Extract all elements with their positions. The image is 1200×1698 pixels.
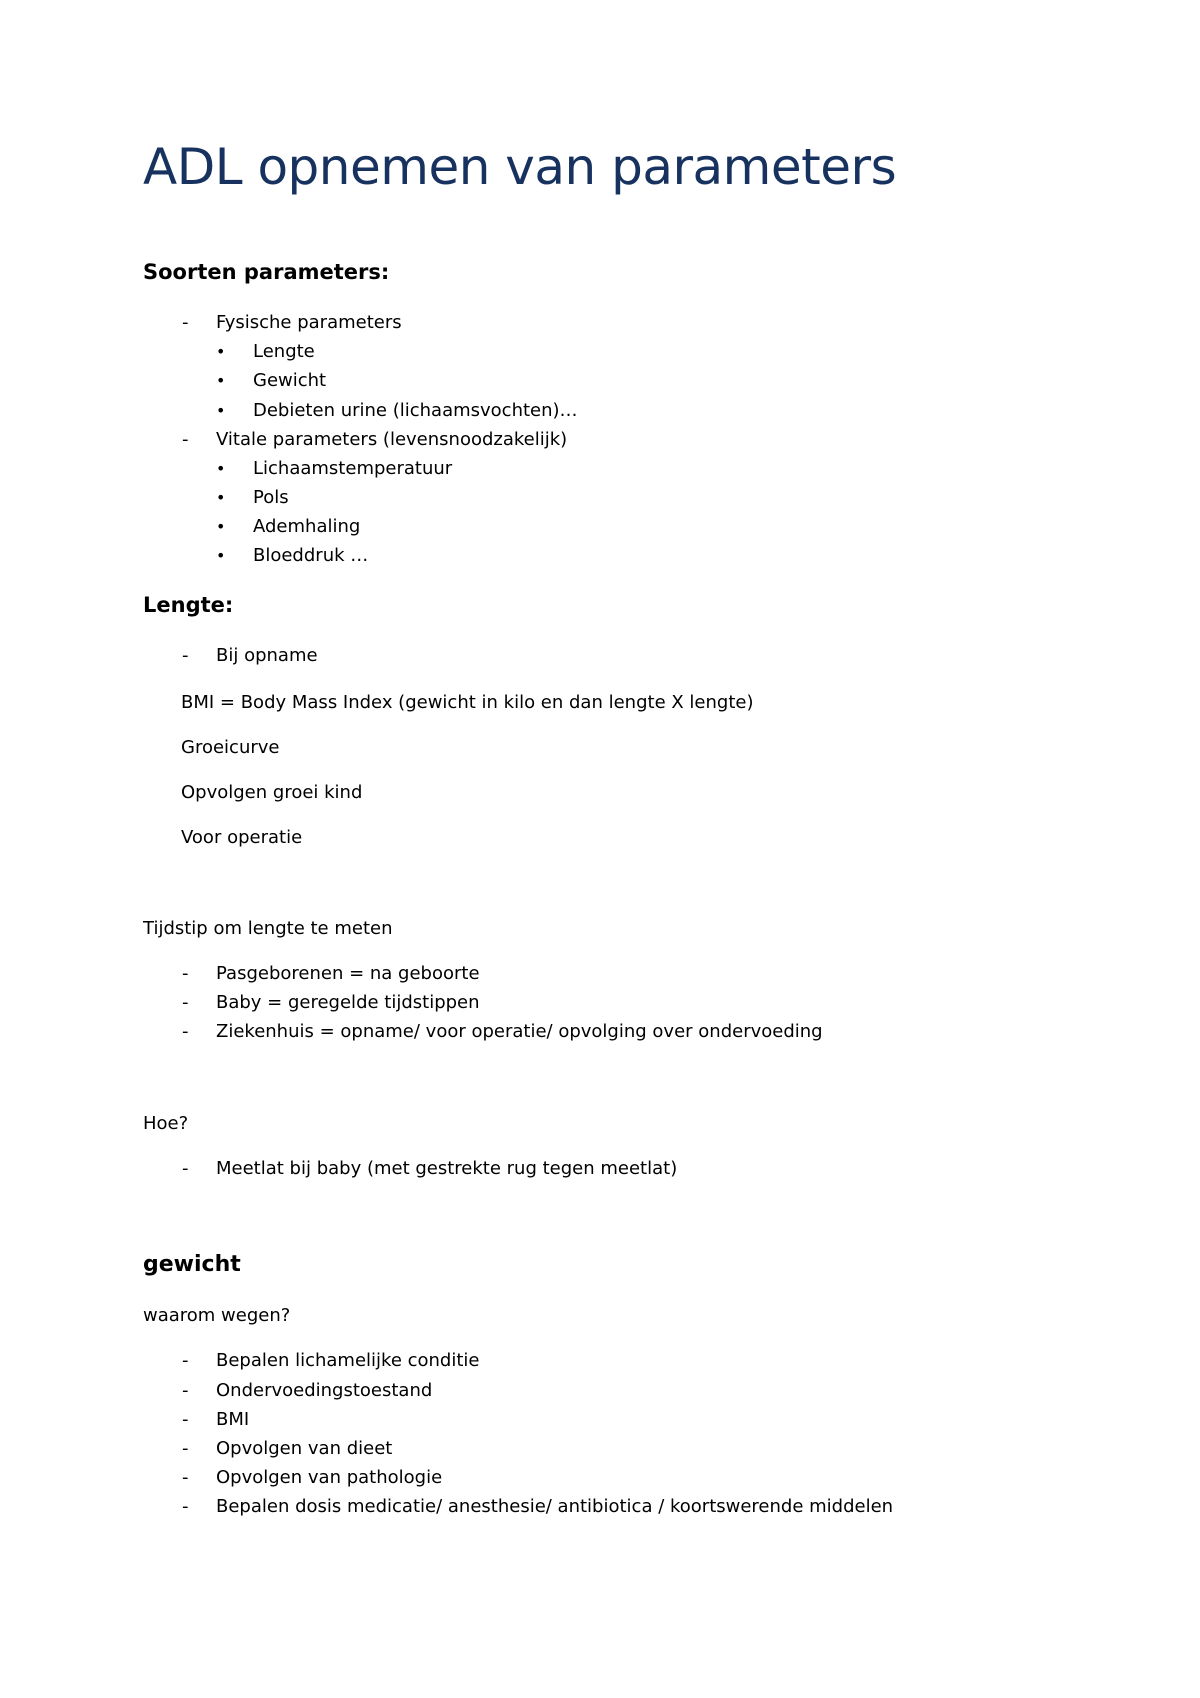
list-item-text: Ondervoedingstoestand	[216, 1380, 433, 1401]
heading-lengte: Lengte:	[143, 593, 234, 617]
list-item-text: Pasgeborenen = na geboorte	[216, 963, 480, 984]
paragraph-opvolgen-groei: Opvolgen groei kind	[181, 782, 363, 803]
list-item	[0, 400, 1200, 422]
paragraph-voor-operatie: Voor operatie	[181, 827, 303, 848]
list-item	[0, 1496, 1200, 1518]
list-item-text: Ademhaling	[253, 516, 361, 537]
list-item-text: Ziekenhuis = opname/ voor operatie/ opvolging over ondervoeding	[216, 1021, 823, 1042]
bullet-marker: •	[216, 371, 226, 390]
list-item-text: Bloeddruk …	[253, 545, 369, 566]
list-item-text: Fysische parameters	[216, 312, 402, 333]
bullet-marker: •	[216, 342, 226, 361]
paragraph-groeicurve: Groeicurve	[181, 737, 280, 758]
list-item	[0, 1380, 1200, 1402]
list-item	[0, 1438, 1200, 1460]
list-item-text: Opvolgen van pathologie	[216, 1467, 443, 1488]
list-item	[0, 458, 1200, 480]
paragraph-waarom-wegen: waarom wegen?	[143, 1305, 291, 1326]
list-item-text: Lengte	[253, 341, 315, 362]
list-item-text: Vitale parameters (levensnoodzakelijk)	[216, 429, 568, 450]
list-item	[0, 370, 1200, 392]
dash-marker: -	[182, 312, 189, 333]
dash-marker: -	[182, 1438, 189, 1459]
dash-marker: -	[182, 1467, 189, 1488]
dash-marker: -	[182, 963, 189, 984]
heading-soorten-parameters: Soorten parameters:	[143, 260, 390, 284]
dash-marker: -	[182, 1496, 189, 1517]
list-item	[0, 545, 1200, 567]
list-item	[0, 1350, 1200, 1372]
list-item	[0, 645, 1200, 667]
dash-marker: -	[182, 1350, 189, 1371]
list-item-text: Bepalen dosis medicatie/ anesthesie/ antibiotica / koortswerende middelen	[216, 1496, 894, 1517]
list-item	[0, 341, 1200, 363]
list-item-text: Gewicht	[253, 370, 327, 391]
list-item	[0, 1021, 1200, 1043]
list-item	[0, 516, 1200, 538]
list-item	[0, 1158, 1200, 1180]
list-item	[0, 992, 1200, 1014]
list-item	[0, 963, 1200, 985]
paragraph-bmi: BMI = Body Mass Index (gewicht in kilo en dan lengte X lengte)	[181, 692, 754, 713]
list-item-text: Bepalen lichamelijke conditie	[216, 1350, 480, 1371]
list-item-text: Opvolgen van dieet	[216, 1438, 393, 1459]
paragraph-tijdstip: Tijdstip om lengte te meten	[143, 918, 393, 939]
paragraph-hoe: Hoe?	[143, 1113, 189, 1134]
dash-marker: -	[182, 1021, 189, 1042]
dash-marker: -	[182, 992, 189, 1013]
dash-marker: -	[182, 1158, 189, 1179]
page-title: ADL opnemen van parameters	[143, 138, 897, 196]
list-item-text: Baby = geregelde tijdstippen	[216, 992, 480, 1013]
list-item	[0, 1409, 1200, 1431]
dash-marker: -	[182, 645, 189, 666]
list-item-text: Pols	[253, 487, 289, 508]
list-item	[0, 312, 1200, 334]
bullet-marker: •	[216, 488, 226, 507]
list-item	[0, 1467, 1200, 1489]
list-item	[0, 429, 1200, 451]
list-item-text: Lichaamstemperatuur	[253, 458, 453, 479]
list-item-text: Meetlat bij baby (met gestrekte rug tegen meetlat)	[216, 1158, 678, 1179]
list-item-text: Debieten urine (lichaamsvochten)…	[253, 400, 578, 421]
list-item	[0, 487, 1200, 509]
bullet-marker: •	[216, 459, 226, 478]
bullet-marker: •	[216, 517, 226, 536]
dash-marker: -	[182, 429, 189, 450]
dash-marker: -	[182, 1380, 189, 1401]
bullet-marker: •	[216, 401, 226, 420]
bullet-marker: •	[216, 546, 226, 565]
list-item-text: BMI	[216, 1409, 250, 1430]
dash-marker: -	[182, 1409, 189, 1430]
heading-gewicht: gewicht	[143, 1252, 241, 1277]
list-item-text: Bij opname	[216, 645, 318, 666]
